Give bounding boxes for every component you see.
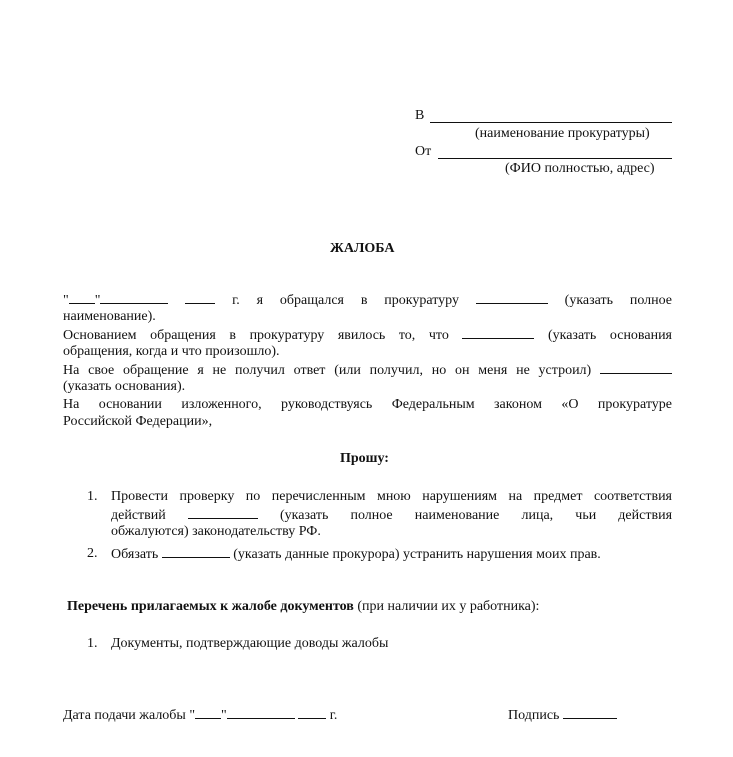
paragraph-2-line-1	[63, 326, 672, 344]
signature-blank	[563, 706, 617, 719]
to-hint: (наименование прокуратуры)	[475, 126, 650, 141]
date-close-quote: "	[94, 293, 101, 308]
attachment-1-number: 1.	[87, 636, 98, 651]
to-label: В	[415, 108, 425, 123]
p1-hint: (указать полное	[564, 293, 673, 308]
submission-date	[63, 706, 337, 724]
from-blank-line	[438, 158, 672, 159]
answer-blank	[600, 361, 672, 374]
p1-year-text: г. я обращался в прокуратуру	[232, 293, 459, 308]
attachment-1-text: Документы, подтверждающие доводы жалобы	[111, 636, 389, 651]
signature	[508, 706, 617, 724]
to-blank-line	[430, 122, 672, 123]
date-label: Дата подачи жалобы "	[63, 708, 196, 723]
month-blank	[100, 291, 168, 304]
day-blank	[69, 291, 95, 304]
request-heading: Прошу:	[340, 451, 389, 466]
r2-end: (указать данные прокурора) устранить нарушения моих прав.	[233, 547, 601, 562]
footer-year-blank	[298, 706, 326, 719]
request-2-line	[111, 545, 601, 563]
reason-blank	[462, 326, 534, 339]
year-blank	[185, 291, 215, 304]
request-1-number: 1.	[87, 489, 98, 504]
paragraph-4-line-2: Российской Федерации»,	[63, 414, 213, 429]
attachments-heading	[67, 598, 539, 615]
attachments-heading-normal: (при наличии их у работника):	[357, 599, 540, 614]
p2-hint: (указать основания	[547, 328, 672, 343]
r1-hint: (указать полное наименование лица, чьи действия	[280, 508, 673, 523]
request-2-number: 2.	[87, 546, 98, 561]
request-1-line-3: обжалуются) законодательству РФ.	[111, 524, 321, 539]
r2-start: Обязать	[111, 547, 159, 562]
year-suffix: г.	[329, 708, 338, 723]
paragraph-4-line-1: На основании изложенного, руководствуясь Федеральным законом «О прокуратуре	[63, 397, 672, 412]
official-name-blank	[188, 506, 258, 519]
paragraph-2-line-2: обращения, когда и что произошло).	[63, 344, 280, 359]
signature-label: Подпись	[508, 708, 560, 723]
p2-start: Основанием обращения в прокуратуру явилось то, что	[63, 328, 449, 343]
p3-start: На свое обращение я не получил ответ (или получил, но он меня не устроил)	[63, 363, 592, 378]
from-hint: (ФИО полностью, адрес)	[505, 161, 655, 176]
paragraph-1-line-2: наименование).	[63, 309, 156, 324]
footer-month-blank	[227, 706, 295, 719]
paragraph-1-line-1	[63, 291, 672, 309]
paragraph-3-line-2: (указать основания).	[63, 379, 186, 394]
request-1-line-1: Провести проверку по перечисленным мною нарушениям на предмет соответствия	[111, 489, 672, 504]
footer-day-blank	[195, 706, 221, 719]
from-label: От	[415, 144, 432, 159]
footer-date-quote: "	[221, 708, 227, 723]
attachments-heading-bold: Перечень прилагаемых к жалобе документов	[67, 599, 354, 614]
prosecutor-data-blank	[162, 545, 230, 558]
date-open-quote: "	[63, 293, 69, 308]
document-title: ЖАЛОБА	[330, 241, 395, 256]
prosecutor-office-blank	[476, 291, 548, 304]
paragraph-3-line-1	[63, 361, 672, 379]
r1-word: действий	[111, 508, 166, 523]
request-1-line-2	[111, 506, 672, 524]
